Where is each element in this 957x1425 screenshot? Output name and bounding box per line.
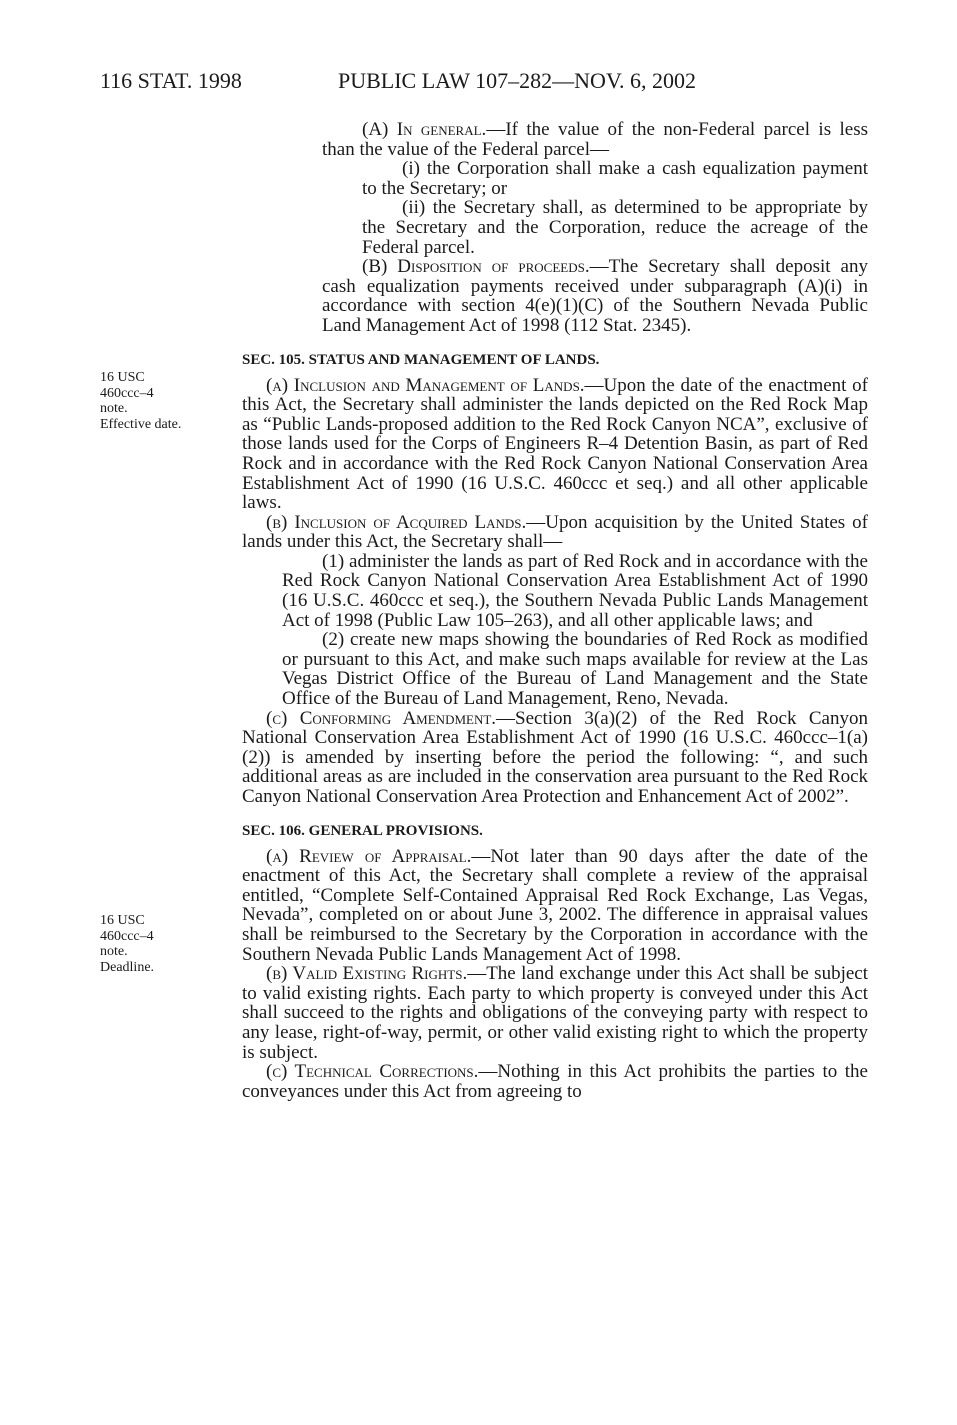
subsection-heading: (c) Conforming Amendment. — [266, 707, 497, 729]
subsection-text: —Upon the date of the enactment of this Act, the Secretary shall administer the lands depicted on the Red Rock Map as “Public Lands-proposed addition to the Red Rock Canyon NCA”, exclusive of those lands used for the Corps of Engineers R–4 Detention Basin, as part of Red Rock and in accordance with the Red Rock Canyon National Conservation Area Establishment Act of 1990 (16 U.S.C. 460ccc et seq.) and all other applicable laws. — [242, 374, 869, 514]
clause-i: (i) the Corporation shall make a cash equalization payment to the Secretary; or — [362, 158, 868, 199]
public-law-title: PUBLIC LAW 107–282—NOV. 6, 2002 — [338, 68, 696, 93]
section-106-heading: SEC. 106. GENERAL PROVISIONS. — [242, 822, 483, 839]
margin-note-line: 460ccc–4 — [100, 928, 154, 944]
subsection-106-a — [242, 847, 868, 965]
paragraph-A — [242, 120, 868, 159]
margin-note-line: 16 USC — [100, 913, 145, 928]
margin-note-line: note. — [100, 944, 128, 959]
subsection-105-b — [242, 513, 868, 552]
paragraph-heading: (A) In general. — [362, 119, 487, 140]
subsection-text: —Nothing in this Act prohibits the parties to the conveyances under this Act from agreeing to — [242, 1061, 868, 1102]
subsection-text: —Not later than 90 days after the date of the enactment of this Act, the Secretary shall complete a review of the appraisal entitled, “Complete Self-Contained Appraisal Red Rock Exchange, Las Vegas, Nevada”, completed on or about June 3, 2002. The difference in appraisal values shall be reimbursed to the Secretary by the Corporation in accordance with the Southern Nevada Public Lands Management Act of 1998. — [242, 845, 868, 965]
section-105-heading: SEC. 105. STATUS AND MANAGEMENT OF LANDS. — [242, 351, 600, 368]
margin-note-line: 16 USC — [100, 370, 145, 385]
page-body — [242, 120, 868, 1101]
subsection-heading: (b) Inclusion of Acquired Lands. — [266, 511, 527, 533]
margin-note-line: Effective date. — [100, 416, 182, 432]
page-header — [0, 66, 957, 96]
subsection-text: —Section 3(a)(2) of the Red Rock Canyon National Conservation Area Establishment Act of 1990 (16 U.S.C. 460ccc–1(a)(2)) is amended by inserting before the period the following: “, and such additional areas as are included in the conservation area pursuant to the Red Rock Canyon National Conservation Area Protection and Enhancement Act of 2002”. — [242, 707, 868, 807]
margin-note-line: 460ccc–4 — [100, 385, 154, 401]
subsection-106-c — [242, 1062, 868, 1101]
clause-ii: (ii) the Secretary shall, as determined to be appropriate by the Secretary and the Corporation, reduce the acreage of the Federal parcel. — [362, 197, 868, 258]
subsection-heading: (a) Inclusion and Management of Lands. — [266, 374, 585, 396]
margin-note-sec105 — [100, 370, 218, 432]
paragraph-B — [242, 257, 868, 335]
subsection-heading: (c) Technical Corrections. — [266, 1061, 479, 1083]
paragraph-heading: (B) Disposition of proceeds. — [362, 256, 590, 278]
margin-note-line: Deadline. — [100, 959, 155, 975]
margin-note-sec106 — [100, 913, 218, 975]
subsection-105-c — [242, 709, 868, 807]
paragraph-105-b-2: (2) create new maps showing the boundaries of Red Rock as modified or pursuant to this Act, and make such maps available for review at the Las Vegas District Office of the Bureau of Land Management and the State Office of the Bureau of Land Management, Reno, Nevada. — [282, 629, 868, 710]
statute-citation: 116 STAT. 1998 — [100, 68, 242, 93]
subsection-106-b — [242, 964, 868, 1062]
subsection-text: —Upon acquisition by the United States of lands under this Act, the Secretary shall— — [242, 511, 869, 553]
margin-note-line: note. — [100, 401, 128, 416]
subsection-text: —The land exchange under this Act shall be subject to valid existing rights. Each party to which property is conveyed under this Act shall succeed to the rights and obligations of the conveying party with respect to any lease, right-of-way, permit, or other valid existing right to which the property is subject. — [242, 963, 868, 1063]
paragraph-text: —The Secretary shall deposit any cash equalization payments received under subparagraph (A)(i) in accordance with section 4(e)(1)(C) of the Southern Nevada Public Land Management Act of 1998 (112 Stat. 2345). — [322, 256, 868, 336]
paragraph-105-b-1: (1) administer the lands as part of Red Rock and in accordance with the Red Rock Canyon National Conservation Area Establishment Act of 1990 (16 U.S.C. 460ccc et seq.), the Southern Nevada Public Lands Management Act of 1998 (Public Law 105–263), and all other applicable laws; and — [282, 550, 868, 631]
subsection-heading: (a) Review of Appraisal. — [266, 845, 472, 867]
subsection-heading: (b) Valid Existing Rights. — [266, 963, 468, 985]
paragraph-text: —If the value of the non-Federal parcel is less than the value of the Federal parcel— — [322, 119, 868, 160]
subsection-105-a — [242, 376, 868, 513]
